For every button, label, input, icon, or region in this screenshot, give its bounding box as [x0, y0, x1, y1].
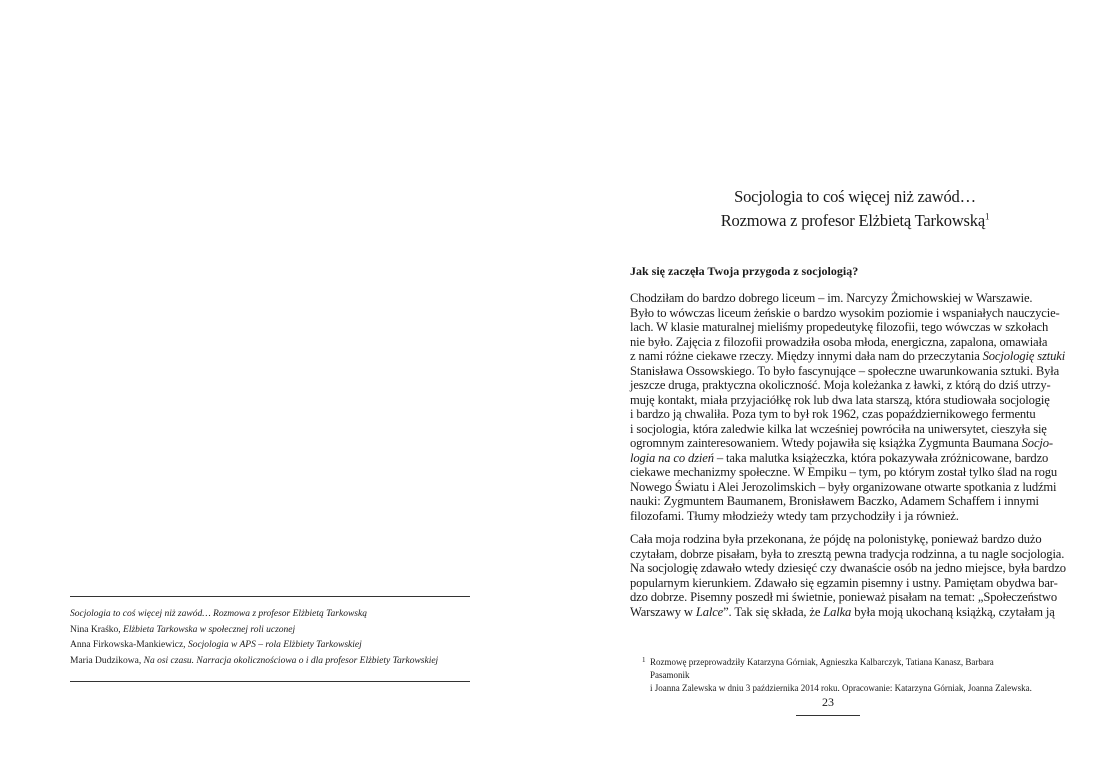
text-run: popularnym kierunkiem. Zdawało się egzamin pisemny i ustny. Pamiętam obydwa bar-: [630, 575, 1058, 590]
contents-title: Socjologia to coś więcej niż zawód… Rozmowa z profesor Elżbietą Tarkowską: [70, 609, 367, 619]
text-line: [630, 436, 1053, 451]
text-run: filozofami. Tłumy młodzieży wtedy tam przychodziły i ja również.: [630, 508, 959, 523]
text-run: Cała moja rodzina była przekonana, że pójdę na polonistykę, ponieważ bardzo dużo: [630, 532, 1042, 546]
text-run: czytałam, dobrze pisałam, była to zresztą pewna tradycja rodzinna, a tu nagle socjologia.: [630, 546, 1065, 561]
text-run: nauki: Zygmuntem Baumanem, Bronisławem Baczko, Adamem Schaffem i innymi: [630, 494, 1039, 508]
text-run: była moją ukochaną książką, czytałam ją: [851, 604, 1055, 619]
chapter-title-line-1: Socjologia to coś więcej niż zawód…: [734, 187, 976, 206]
text-run: ogromnym zainteresowaniem. Wtedy pojawiła się książka Zygmunta Baumana: [630, 436, 1022, 450]
text-line: [630, 575, 1058, 591]
contents-author: Maria Dudzikowa,: [70, 655, 144, 666]
text-run: dzo dobrze. Pisemny poszedł mi świetnie, ponieważ pisałam na temat: „Społeczeństwo: [630, 590, 1057, 604]
text-run: Stanisława Ossowskiego. To było fascynujące – społeczne uwarunkowania sztuki. Była: [630, 363, 1060, 378]
text-run: i socjologia, która zaledwie kilka lat wcześniej powróciła na uniwersytet, cieszyła się: [630, 421, 1047, 436]
text-run: ”. Tak się składa, że: [723, 604, 824, 619]
text-line: [630, 421, 1047, 437]
contents-title: Elżbieta Tarkowska w społecznej roli uczonej: [123, 624, 296, 635]
text-line: [630, 291, 1031, 306]
italic-title: Socjo-: [1021, 436, 1053, 450]
contents-entry: [70, 638, 470, 654]
text-line: [630, 532, 1042, 547]
answer-paragraph-1: [630, 291, 1066, 523]
contents-title: Na osi czasu. Narracja okolicznościowa o i dla profesor Elżbiety Tarkowskiej: [143, 655, 439, 666]
footnote-ref: 1: [984, 211, 990, 222]
footnote: [642, 656, 1032, 695]
contents-author: Anna Firkowska-Mankiewicz,: [70, 640, 188, 650]
text-run: nie było. Zajęcia z filozofii prowadziła osoba młoda, energiczna, zapalona, omawiała: [630, 334, 1048, 349]
text-run: Chodziłam do bardzo dobrego liceum – im. Narcyzy Żmichowskiej w Warszawie.: [630, 291, 1033, 305]
text-line: [630, 450, 1049, 466]
text-run: Warszawy w: [630, 604, 696, 619]
chapter-subtitle: Rozmowa z profesor Elżbietą Tarkowską: [720, 211, 985, 230]
italic-title: Lalka: [823, 604, 852, 619]
text-line: [630, 561, 1066, 576]
text-line: [630, 590, 1057, 605]
text-run: muję kontakt, miała przyjaciółkę rok lub dwa lata starszą, która studiowała socjologię: [630, 392, 1050, 407]
text-run: i bardzo ją chwaliła. Poza tym to był rok 1962, czas popaździernikowego fermentu: [630, 407, 1036, 421]
text-run: ciekawe mechanizmy społeczne. W Empiku – tym, po którym został tylko ślad na rogu: [630, 465, 1058, 479]
text-line: [630, 509, 1031, 524]
right-page: [550, 0, 1100, 762]
contents-entry: [70, 607, 470, 623]
text-line: [630, 546, 1065, 562]
footnote-line-1: Rozmowę przeprowadziły Katarzyna Górniak, Agnieszka Kalbarczyk, Tatiana Kanasz, Barbara Pasamonik: [650, 657, 994, 680]
text-run: – taka malutka książeczka, która pokazywała zróżnicowane, bardzo: [713, 450, 1049, 465]
text-line: [630, 494, 1039, 509]
text-line: [630, 349, 1066, 364]
answer-paragraph-2: [630, 532, 1066, 619]
chapter-title-line-2: [630, 209, 1080, 233]
text-run: lach. W klasie maturalnej mieliśmy propedeutykę filozofii, tego wówczas w szkołach: [630, 320, 1049, 334]
text-run: Nowego Światu i Alei Jerozolimskich – były organizowane otwarte spotkania z ludźmi: [630, 479, 1057, 494]
text-run: z nami różne ciekawe rzeczy. Między innymi dała nam do przeczytania: [630, 349, 983, 363]
text-line: [630, 465, 1058, 480]
text-line: [630, 479, 1057, 495]
interview-question: Jak się zaczęła Twoja przygoda z socjologią?: [630, 264, 859, 278]
page-number: 23: [796, 695, 860, 716]
contents-list: [70, 596, 470, 682]
footnote-mark: 1: [642, 656, 646, 664]
text-line: [630, 378, 1051, 393]
text-line: [630, 305, 1060, 321]
contents-author: Nina Kraśko,: [70, 624, 124, 635]
italic-title: Lalce: [695, 604, 724, 619]
italic-title: Socjologię sztuki: [982, 349, 1066, 363]
text-run: Było to wówczas liceum żeńskie o bardzo wysokim poziomie i wspaniałych nauczycie-: [630, 305, 1060, 320]
text-line: [630, 407, 1036, 422]
footnote-line-2: i Joanna Zalewska w dniu 3 października 2014 roku. Opracowanie: Katarzyna Górniak, Joanna Zalewska.: [650, 683, 1032, 693]
contents-entry: [70, 654, 470, 670]
contents-title: Socjologia w APS – rola Elżbiety Tarkowskiej: [187, 640, 362, 650]
text-line: [630, 363, 1060, 379]
text-line: [630, 320, 1049, 335]
text-line: [630, 392, 1050, 408]
text-run: jeszcze druga, praktyczna okoliczność. Moja koleżanka z ławki, z którą do dziś utrzy-: [630, 378, 1051, 392]
text-line: [630, 334, 1048, 350]
text-run: Na socjologię zdawało wtedy dziesięć czy dwanaście osób na jedno miejsce, była bardzo: [630, 561, 1066, 575]
text-line: [630, 604, 1055, 620]
contents-entry: [70, 623, 470, 639]
italic-title: logia na co dzień: [630, 450, 714, 465]
